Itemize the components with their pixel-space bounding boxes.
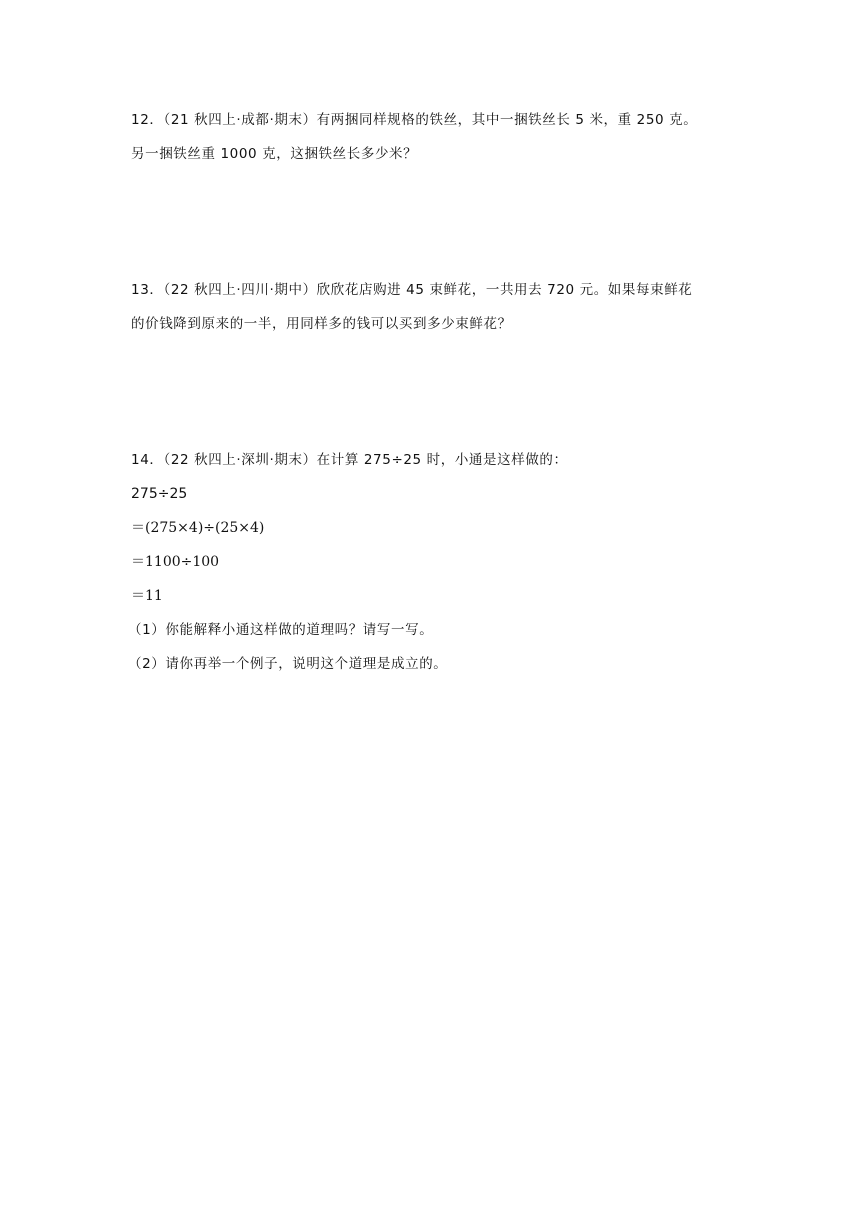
work-step-1: 275÷25	[131, 486, 188, 502]
subquestion-2: （2）请你再举一个例子，说明这个道理是成立的。	[128, 656, 448, 672]
question-12-line-1: 12．（21 秋四上·成都·期末）有两捆同样规格的铁丝，其中一捆铁丝长 5 米，重 250 克。	[131, 112, 698, 128]
question-13-line-2: 的价钱降到原来的一半，用同样多的钱可以买到多少束鲜花？	[131, 316, 512, 332]
question-12-line-2: 另一捆铁丝重 1000 克，这捆铁丝长多少米？	[131, 146, 418, 162]
subquestion-1: （1）你能解释小通这样做的道理吗？请写一写。	[128, 622, 434, 638]
work-step-2: ＝(275×4)÷(25×4)	[131, 520, 265, 536]
work-step-3: ＝1100÷100	[131, 554, 220, 570]
question-14-line-1: 14．（22 秋四上·深圳·期末）在计算 275÷25 时，小通是这样做的：	[131, 452, 568, 468]
question-13-line-1: 13．（22 秋四上·四川·期中）欣欣花店购进 45 束鲜花，一共用去 720 元。如果每束鲜花	[131, 282, 693, 298]
work-step-4: ＝11	[131, 588, 163, 604]
